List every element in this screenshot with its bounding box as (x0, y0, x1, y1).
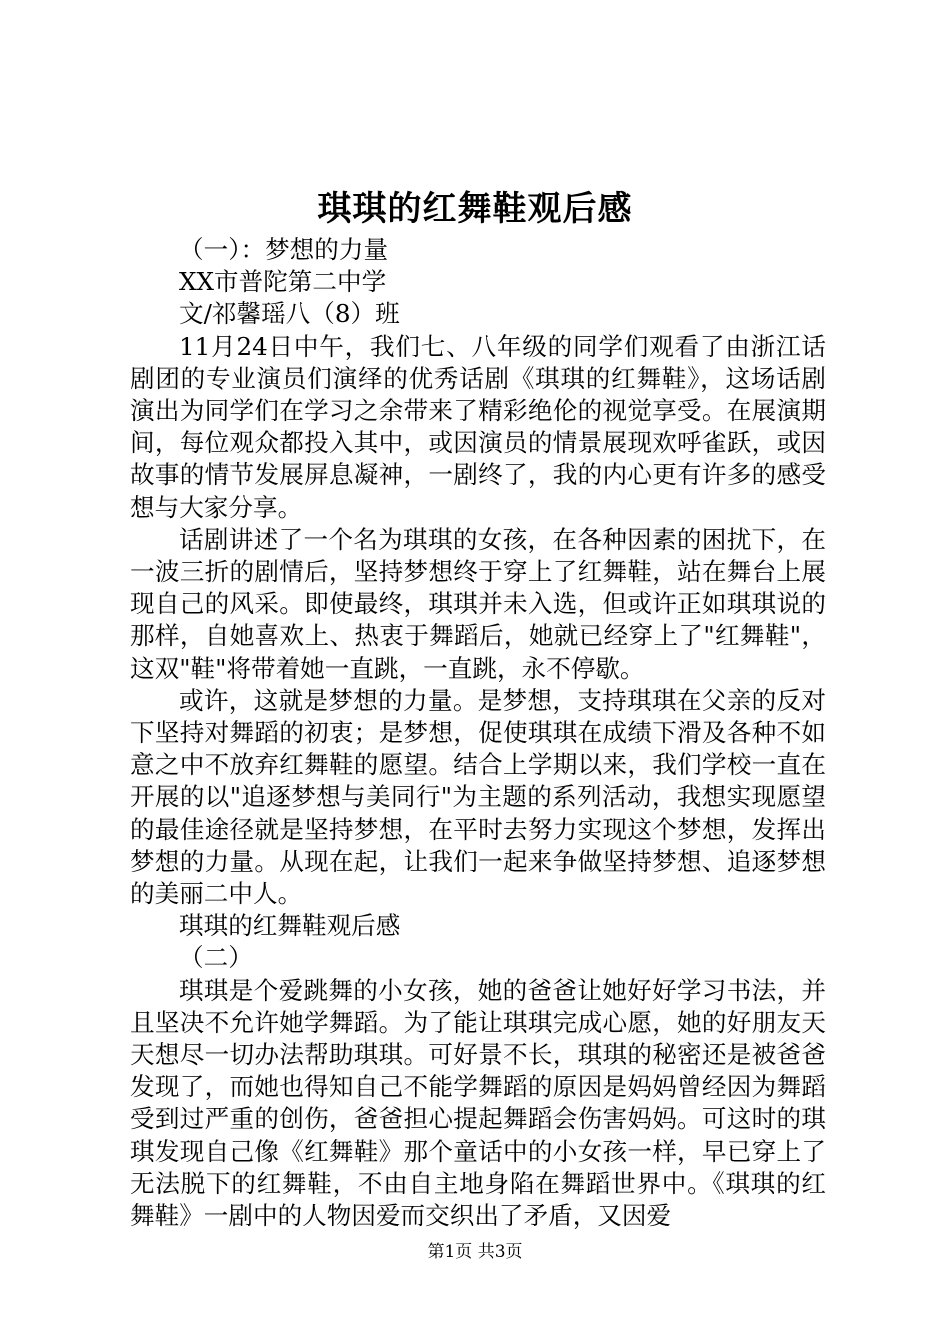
page-number-footer: 第1页 共3页 (427, 1242, 523, 1262)
body-paragraph: 琪琪是个爱跳舞的小女孩，她的爸爸让她好好学习书法，并且坚决不允许她学舞蹈。为了能让琪琪完成心愿，她的好朋友天天想尽一切办法帮助琪琪。可好景不长，琪琪的秘密还是被爸爸发现了，而她也得知自己不能学舞蹈的原因是妈妈曾经因为舞蹈受到过严重的创伤，爸爸担心提起舞蹈会伤害妈妈。可这时的琪琪发现自己像《红舞鞋》那个童话中的小女孩一样，早已穿上了无法脱下的红舞鞋，不由自主地身陷在舞蹈世界中。《琪琪的红舞鞋》一剧中的人物因爱而交织出了矛盾，又因爱 (130, 975, 826, 1231)
body-paragraph: 11月24日中午，我们七、八年级的同学们观看了由浙江话剧团的专业演员们演绎的优秀话剧《琪琪的红舞鞋》，这场话剧演出为同学们在学习之余带来了精彩绝伦的视觉享受。在展演期间，每位观众都投入其中，或因演员的情景展现欢呼雀跃，或因故事的情节发展屏息凝神，一剧终了，我的内心更有许多的感受想与大家分享。 (130, 331, 826, 522)
document-title: 琪琪的红舞鞋观后感 (317, 189, 633, 229)
body-paragraph: 或许，这就是梦想的力量。是梦想，支持琪琪在父亲的反对下坚持对舞蹈的初衷；是梦想，促使琪琪在成绩下滑及各种不如意之中不放弃红舞鞋的愿望。结合上学期以来，我们学校一直在开展的以"追逐梦想与美同行"为主题的系列活动，我想实现愿望的最佳途径就是坚持梦想，在平时去努力实现这个梦想，发挥出梦想的力量。从现在起，让我们一起来争做坚持梦想、追逐梦想的美丽二中人。 (130, 685, 826, 909)
section-heading: （一）：梦想的力量 (179, 235, 389, 264)
author-line: 文/祁馨瑶八（8）班 (179, 299, 400, 329)
section-heading: （二） (179, 943, 253, 973)
subtitle-line: 琪琪的红舞鞋观后感 (179, 911, 401, 941)
body-paragraph: 话剧讲述了一个名为琪琪的女孩，在各种因素的困扰下，在一波三折的剧情后，坚持梦想终于穿上了红舞鞋，站在舞台上展现自己的风采。即使最终，琪琪并未入选，但或许正如琪琪说的那样，自她喜欢上、热衷于舞蹈后，她就已经穿上了"红舞鞋"，这双"鞋"将带着她一直跳，一直跳，永不停歇。 (130, 524, 826, 683)
school-line: XX市普陀第二中学 (179, 267, 387, 297)
document-body (130, 234, 826, 1232)
